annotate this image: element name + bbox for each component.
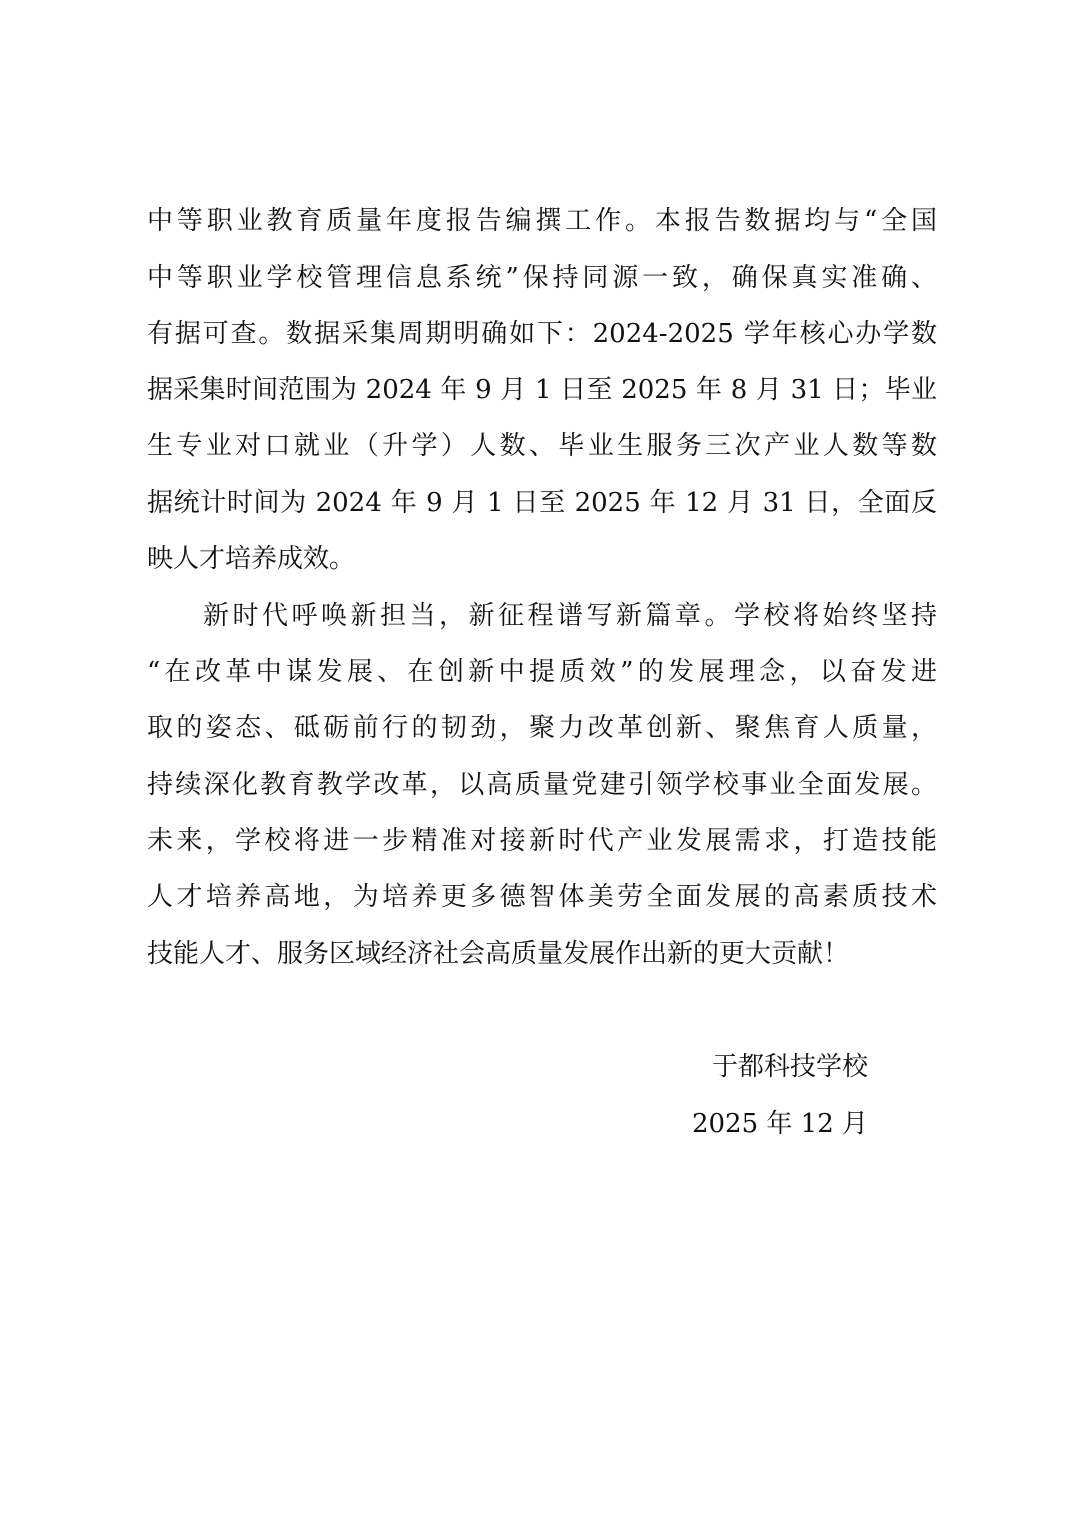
paragraph-1-line-5: 生专业对口就业（升学）人数、毕业生服务三次产业人数等数: [147, 431, 937, 461]
paragraph-1-line-2: 中等职业学校管理信息系统”保持同源一致，确保真实准确、: [147, 263, 937, 293]
paragraph-2-line-5: 未来，学校将进一步精准对接新时代产业发展需求，打造技能: [147, 826, 937, 856]
paragraph-2-line-4: 持续深化教育教学改革，以高质量党建引领学校事业全面发展。: [147, 770, 937, 800]
signature-date: 2025 年 12 月: [691, 1109, 868, 1139]
paragraph-2-line-6: 人才培养高地，为培养更多德智体美劳全面发展的高素质技术: [147, 882, 937, 912]
paragraph-2-line-1: 新时代呼唤新担当，新征程谱写新篇章。学校将始终坚持: [203, 601, 937, 631]
paragraph-1-line-4: 据采集时间范围为 2024 年 9 月 1 日至 2025 年 8 月 31 日；毕业: [147, 375, 937, 405]
paragraph-1-line-1: 中等职业教育质量年度报告编撰工作。本报告数据均与“全国: [147, 206, 937, 236]
paragraph-1-line-3: 有据可查。数据采集周期明确如下：2024-2025 学年核心办学数: [147, 319, 937, 349]
paragraph-2-line-2: “在改革中谋发展、在创新中提质效”的发展理念，以奋发进: [147, 657, 937, 687]
paragraph-2-line-3: 取的姿态、砥砺前行的韧劲，聚力改革创新、聚焦育人质量，: [147, 713, 937, 743]
paragraph-2-line-7: 技能人才、服务区域经济社会高质量发展作出新的更大贡献！: [147, 939, 850, 969]
signature-organization: 于都科技学校: [711, 1052, 868, 1082]
paragraph-1-line-6: 据统计时间为 2024 年 9 月 1 日至 2025 年 12 月 31 日，全面反: [147, 488, 937, 518]
paragraph-1-line-7: 映人才培养成效。: [147, 544, 356, 574]
